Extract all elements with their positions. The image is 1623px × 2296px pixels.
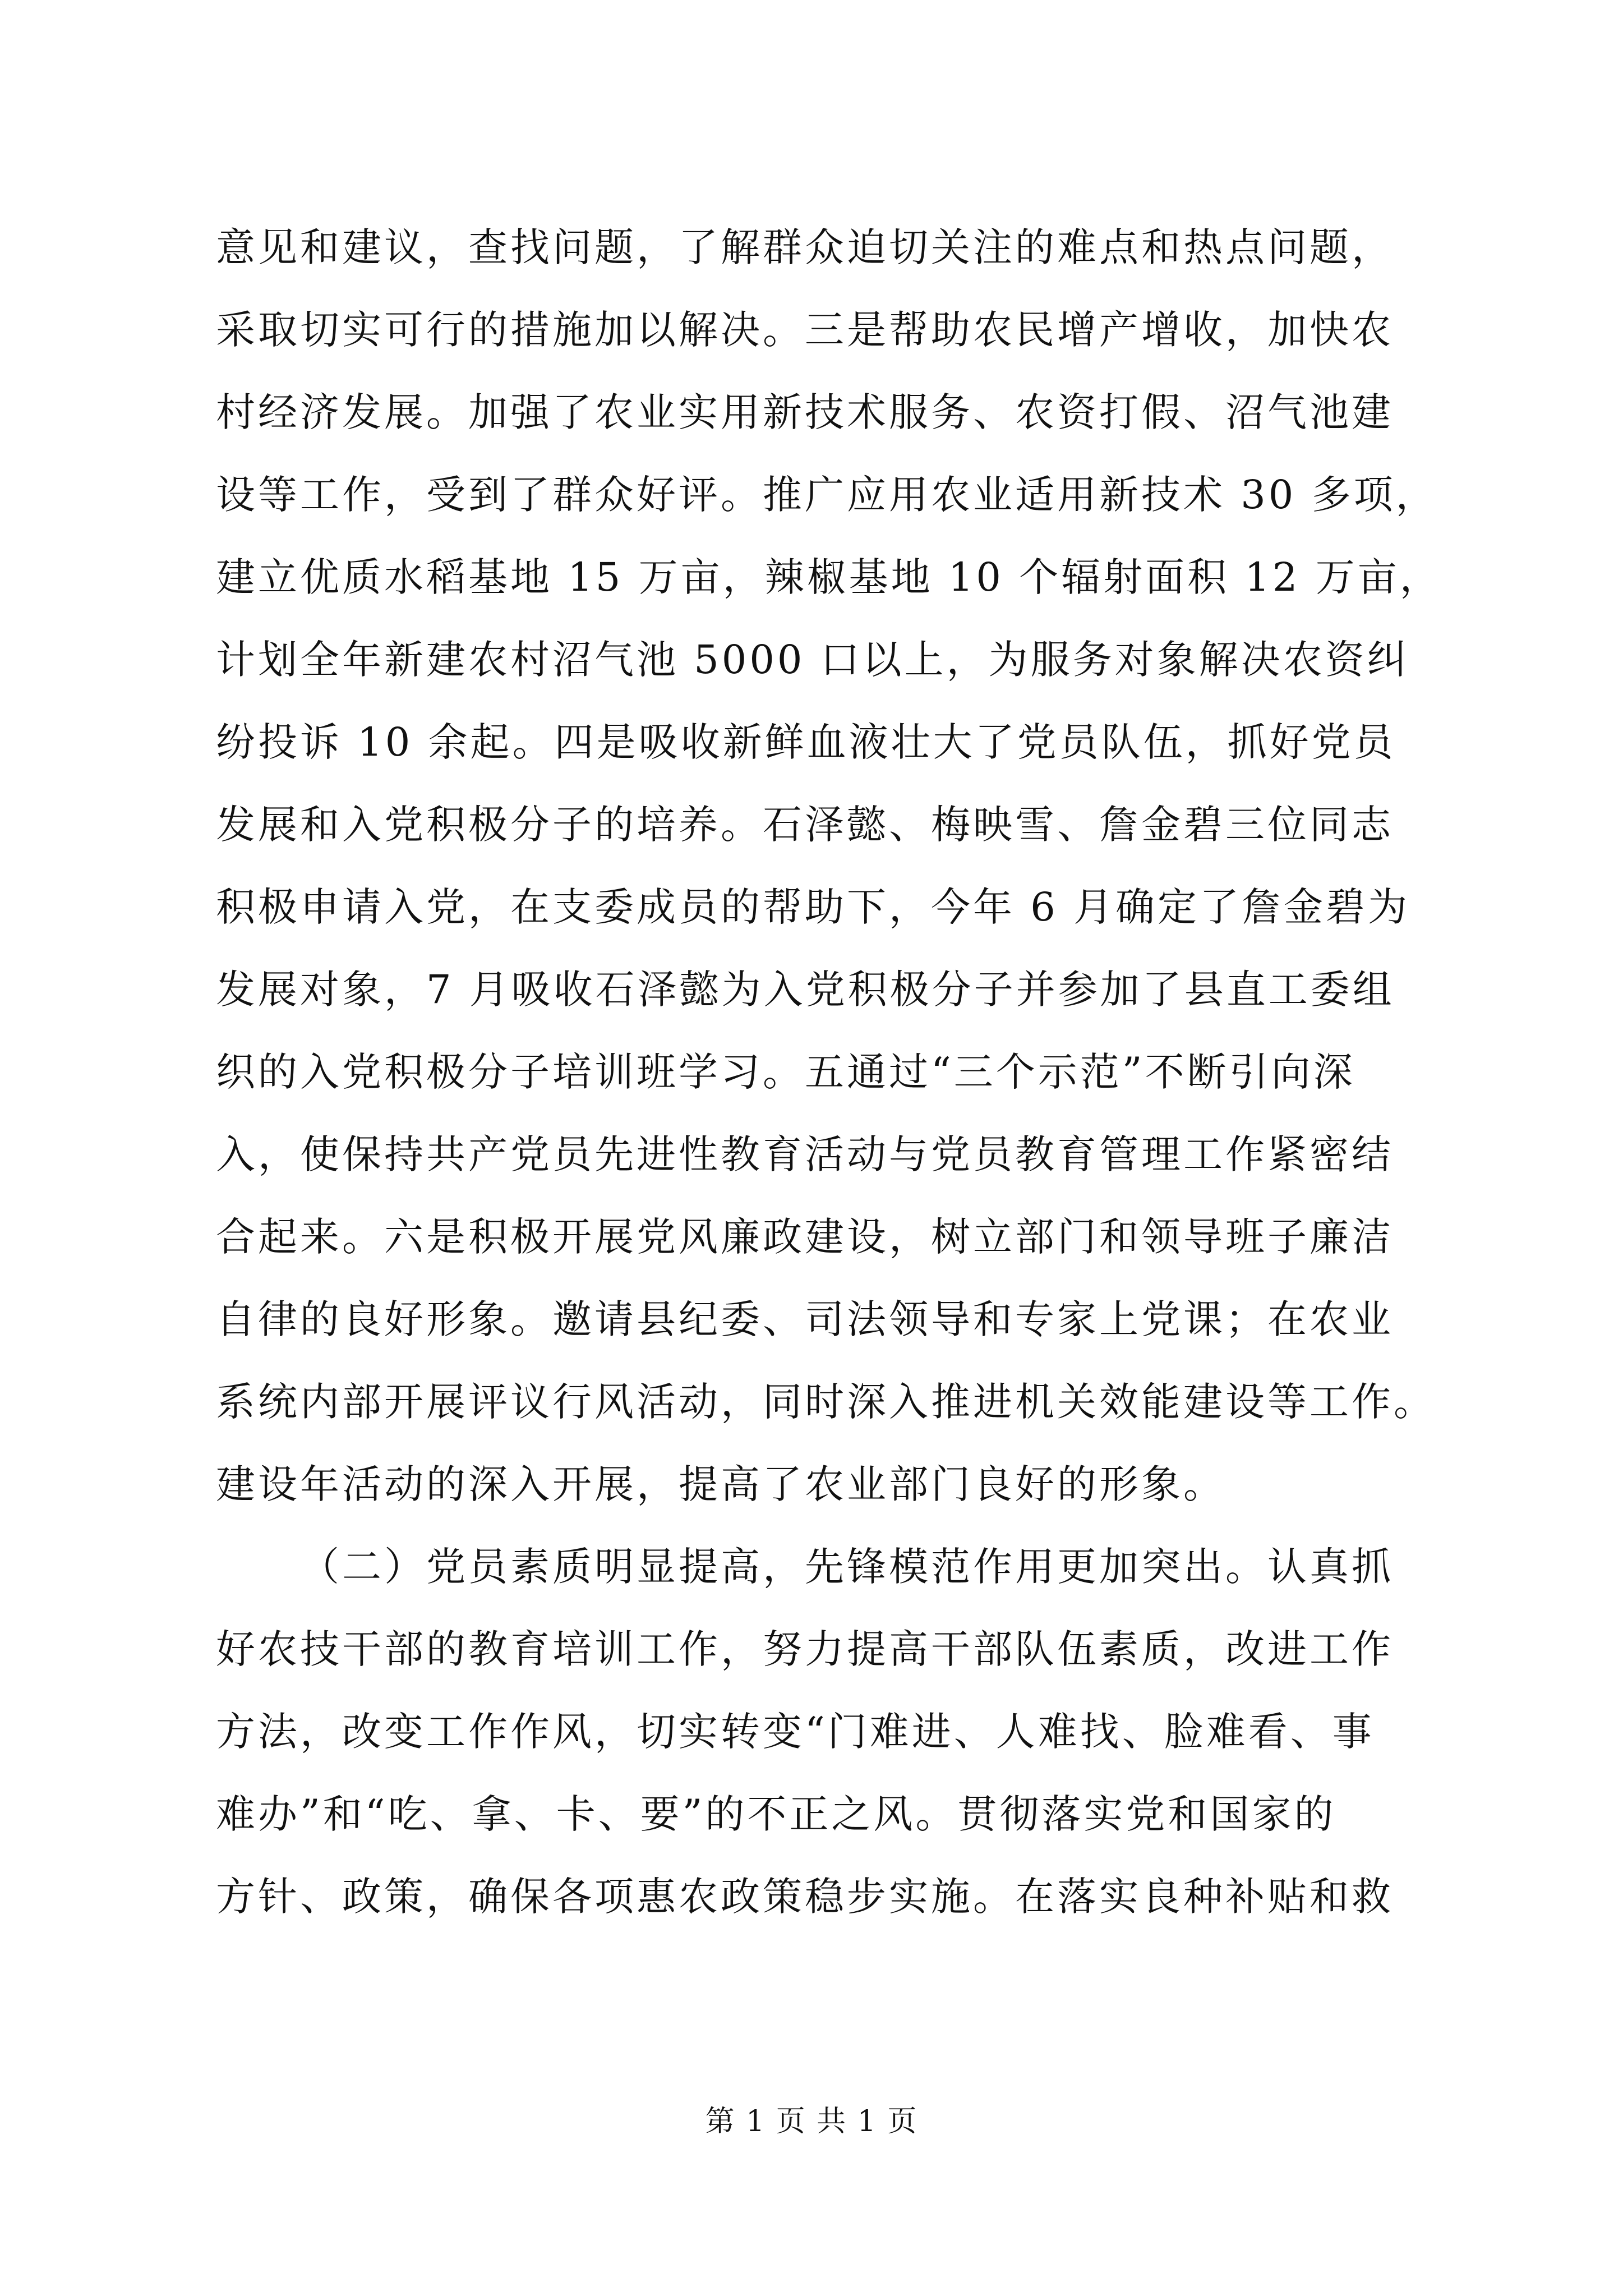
text-line: 合起来。六是积极开展党风廉政建设，树立部门和领导班子廉洁	[216, 1214, 1394, 1260]
text-line: 方法，改变工作作风，切实转变“门难进、人难找、脸难看、事	[216, 1709, 1375, 1755]
text-line: 意见和建议，查找问题，了解群众迫切关注的难点和热点问题，	[216, 224, 1394, 270]
text-line: 村经济发展。加强了农业实用新技术服务、农资打假、沼气池建	[216, 389, 1394, 435]
text-line: 好农技干部的教育培训工作，努力提高干部队伍素质，改进工作	[216, 1626, 1394, 1672]
text-line: 难办”和“吃、拿、卡、要”的不正之风。贯彻落实党和国家的	[216, 1791, 1336, 1837]
text-line: 系统内部开展评议行风活动，同时深入推进机关效能建设等工作。	[216, 1379, 1436, 1425]
text-line: 方针、政策，确保各项惠农政策稳步实施。在落实良种补贴和救	[216, 1874, 1394, 1920]
text-line: 发展对象，7 月吸收石泽懿为入党积极分子并参加了县直工委组	[216, 967, 1395, 1013]
text-line: 发展和入党积极分子的培养。石泽懿、梅映雪、詹金碧三位同志	[216, 802, 1394, 848]
text-line: 自律的良好形象。邀请县纪委、司法领导和专家上党课；在农业	[216, 1296, 1394, 1342]
body-text	[216, 206, 1442, 1938]
text-line: 纷投诉 10 余起。四是吸收新鲜血液壮大了党员队伍，抓好党员	[216, 719, 1396, 765]
text-line: 设等工作，受到了群众好评。推广应用农业适用新技术 30 多项，	[216, 472, 1438, 518]
page-footer: 第 1 页 共 1 页	[705, 2105, 918, 2138]
text-line: 积极申请入党，在支委成员的帮助下，今年 6 月确定了詹金碧为	[216, 884, 1410, 930]
text-line: 计划全年新建农村沼气池 5000 口以上，为服务对象解决农资纠	[216, 637, 1409, 683]
section-heading-line: （二）党员素质明显提高，先锋模范作用更加突出。认真抓	[300, 1544, 1394, 1590]
text-line: 织的入党积极分子培训班学习。五通过“三个示范”不断引向深	[216, 1049, 1355, 1095]
text-line: 建立优质水稻基地 15 万亩，辣椒基地 10 个辐射面积 12 万亩，	[216, 554, 1442, 600]
text-line: 建设年活动的深入开展，提高了农业部门良好的形象。	[216, 1461, 1225, 1507]
text-line: 采取切实可行的措施加以解决。三是帮助农民增产增收，加快农	[216, 307, 1394, 353]
text-line: 入，使保持共产党员先进性教育活动与党员教育管理工作紧密结	[216, 1131, 1394, 1177]
